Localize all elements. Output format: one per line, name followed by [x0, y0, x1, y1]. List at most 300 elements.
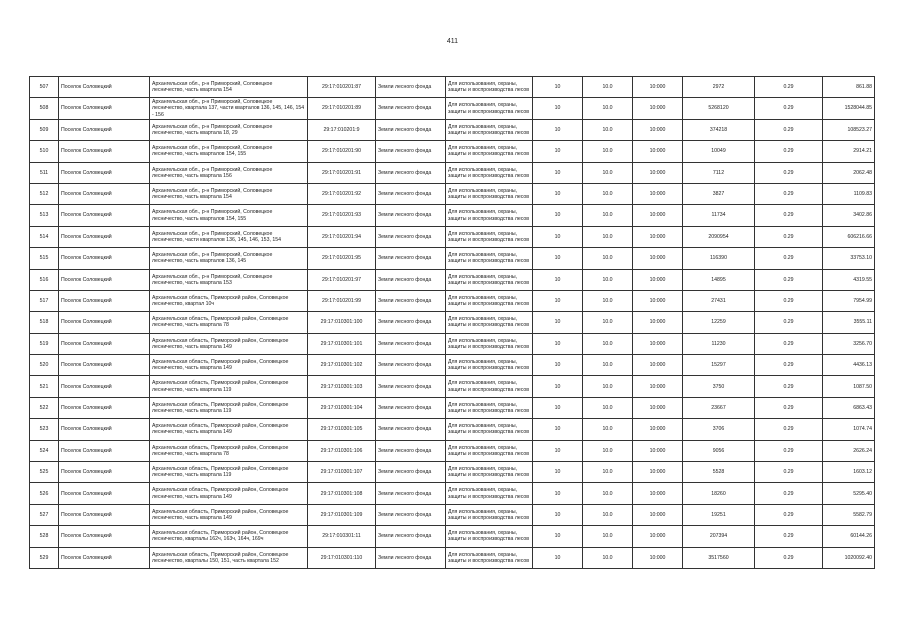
value-a-cell: 10 — [533, 376, 583, 397]
address-cell: Архангельская обл., р-н Приморский, Соловецкое лесничество, часть кварталов 154, 155 — [150, 141, 308, 162]
row-number-cell: 511 — [30, 162, 59, 183]
cadastral-number-cell: 29:17:010201:90 — [308, 141, 376, 162]
value-b-cell: 10.0 — [583, 77, 633, 98]
area-cell: 19251 — [683, 504, 755, 525]
amount-cell: 5295.40 — [823, 483, 875, 504]
value-b-cell: 10.0 — [583, 119, 633, 140]
permitted-use-cell: Для использования, охраны, защиты и воспроизводства лесов — [446, 483, 533, 504]
land-category-cell: Земли лесного фонда — [376, 98, 446, 119]
amount-cell: 6863.43 — [823, 397, 875, 418]
value-a-cell: 10 — [533, 397, 583, 418]
cadastral-number-cell: 29:17:010301:100 — [308, 312, 376, 333]
value-b-cell: 10.0 — [583, 290, 633, 311]
amount-cell: 4436.13 — [823, 355, 875, 376]
value-a-cell: 10 — [533, 162, 583, 183]
table-row — [30, 526, 875, 547]
value-c-cell: 10:000 — [633, 483, 683, 504]
permitted-use-cell: Для использования, охраны, защиты и воспроизводства лесов — [446, 162, 533, 183]
row-number-cell: 508 — [30, 98, 59, 119]
settlement-cell: Поселок Соловецкий — [59, 462, 150, 483]
row-number-cell: 509 — [30, 119, 59, 140]
area-cell: 207394 — [683, 526, 755, 547]
value-b-cell: 10.0 — [583, 547, 633, 568]
area-cell: 15297 — [683, 355, 755, 376]
amount-cell: 1020092.40 — [823, 547, 875, 568]
row-number-cell: 522 — [30, 397, 59, 418]
value-b-cell: 10.0 — [583, 462, 633, 483]
amount-cell: 2062.48 — [823, 162, 875, 183]
rate-cell: 0.29 — [755, 504, 823, 525]
value-c-cell: 10:000 — [633, 226, 683, 247]
row-number-cell: 514 — [30, 226, 59, 247]
area-cell: 374218 — [683, 119, 755, 140]
row-number-cell: 525 — [30, 462, 59, 483]
area-cell: 14895 — [683, 269, 755, 290]
area-cell: 2090954 — [683, 226, 755, 247]
cadastral-number-cell: 29:17:010301:105 — [308, 419, 376, 440]
land-category-cell: Земли лесного фонда — [376, 526, 446, 547]
rate-cell: 0.29 — [755, 526, 823, 547]
table-row — [30, 269, 875, 290]
amount-cell: 60144.26 — [823, 526, 875, 547]
settlement-cell: Поселок Соловецкий — [59, 419, 150, 440]
area-cell: 11734 — [683, 205, 755, 226]
value-b-cell: 10.0 — [583, 333, 633, 354]
row-number-cell: 520 — [30, 355, 59, 376]
address-cell: Архангельская обл., р-н Приморский, Соловецкое лесничество, квартала 137, части кварталов 136, 145, 146, 154 - 156 — [150, 98, 308, 119]
row-number-cell: 516 — [30, 269, 59, 290]
area-cell: 7112 — [683, 162, 755, 183]
area-cell: 2972 — [683, 77, 755, 98]
address-cell: Архангельская область, Приморский район, Соловецкое лесничество, часть квартала 149 — [150, 483, 308, 504]
permitted-use-cell: Для использования, охраны, защиты и воспроизводства лесов — [446, 526, 533, 547]
rate-cell: 0.29 — [755, 462, 823, 483]
address-cell: Архангельская область, Приморский район, Соловецкое лесничество, часть квартала 149 — [150, 504, 308, 525]
value-a-cell: 10 — [533, 526, 583, 547]
value-c-cell: 10:000 — [633, 526, 683, 547]
land-category-cell: Земли лесного фонда — [376, 205, 446, 226]
value-b-cell: 10.0 — [583, 397, 633, 418]
cadastral-number-cell: 29:17:010301:11 — [308, 526, 376, 547]
settlement-cell: Поселок Соловецкий — [59, 376, 150, 397]
value-b-cell: 10.0 — [583, 162, 633, 183]
table-row — [30, 333, 875, 354]
value-b-cell: 10.0 — [583, 526, 633, 547]
rate-cell: 0.29 — [755, 77, 823, 98]
amount-cell: 1528044.85 — [823, 98, 875, 119]
amount-cell: 1109.83 — [823, 183, 875, 204]
cadastral-number-cell: 29:17:010301:101 — [308, 333, 376, 354]
row-number-cell: 512 — [30, 183, 59, 204]
settlement-cell: Поселок Соловецкий — [59, 547, 150, 568]
value-c-cell: 10:000 — [633, 419, 683, 440]
value-a-cell: 10 — [533, 269, 583, 290]
value-c-cell: 10:000 — [633, 248, 683, 269]
area-cell: 27431 — [683, 290, 755, 311]
value-c-cell: 10:000 — [633, 397, 683, 418]
amount-cell: 606216.66 — [823, 226, 875, 247]
permitted-use-cell: Для использования, охраны, защиты и воспроизводства лесов — [446, 440, 533, 461]
land-category-cell: Земли лесного фонда — [376, 376, 446, 397]
address-cell: Архангельская область, Приморский район, Соловецкое лесничество, часть квартала 149 — [150, 355, 308, 376]
value-b-cell: 10.0 — [583, 504, 633, 525]
table-row — [30, 226, 875, 247]
area-cell: 5268120 — [683, 98, 755, 119]
settlement-cell: Поселок Соловецкий — [59, 77, 150, 98]
value-b-cell: 10.0 — [583, 440, 633, 461]
settlement-cell: Поселок Соловецкий — [59, 269, 150, 290]
cadastral-number-cell: 29:17:010201:87 — [308, 77, 376, 98]
settlement-cell: Поселок Соловецкий — [59, 183, 150, 204]
land-category-cell: Земли лесного фонда — [376, 183, 446, 204]
permitted-use-cell: Для использования, охраны, защиты и воспроизводства лесов — [446, 312, 533, 333]
table-row — [30, 119, 875, 140]
rate-cell: 0.29 — [755, 226, 823, 247]
settlement-cell: Поселок Соловецкий — [59, 333, 150, 354]
settlement-cell: Поселок Соловецкий — [59, 226, 150, 247]
land-category-cell: Земли лесного фонда — [376, 419, 446, 440]
row-number-cell: 510 — [30, 141, 59, 162]
value-c-cell: 10:000 — [633, 162, 683, 183]
area-cell: 3827 — [683, 183, 755, 204]
permitted-use-cell: Для использования, охраны, защиты и воспроизводства лесов — [446, 248, 533, 269]
land-category-cell: Земли лесного фонда — [376, 397, 446, 418]
address-cell: Архангельская обл., р-н Приморский, Соловецкое лесничество, часть квартала 154 — [150, 183, 308, 204]
table-row — [30, 397, 875, 418]
value-a-cell: 10 — [533, 205, 583, 226]
value-c-cell: 10:000 — [633, 355, 683, 376]
land-category-cell: Земли лесного фонда — [376, 440, 446, 461]
settlement-cell: Поселок Соловецкий — [59, 98, 150, 119]
value-c-cell: 10:000 — [633, 462, 683, 483]
value-c-cell: 10:000 — [633, 77, 683, 98]
address-cell: Архангельская область, Приморский район, Соловецкое лесничество, часть квартала 149 — [150, 333, 308, 354]
rate-cell: 0.29 — [755, 440, 823, 461]
address-cell: Архангельская область, Приморский район, Соловецкое лесничество, кварталы 162ч, 163ч, 164ч, 169ч — [150, 526, 308, 547]
table-row — [30, 248, 875, 269]
value-c-cell: 10:000 — [633, 547, 683, 568]
cadastral-number-cell: 29:17:010301:110 — [308, 547, 376, 568]
value-a-cell: 10 — [533, 504, 583, 525]
value-b-cell: 10.0 — [583, 419, 633, 440]
permitted-use-cell: Для использования, охраны, защиты и воспроизводства лесов — [446, 419, 533, 440]
address-cell: Архангельская область, Приморский район, Соловецкое лесничество, часть квартала 119 — [150, 462, 308, 483]
area-cell: 3706 — [683, 419, 755, 440]
cadastral-number-cell: 29:17:010301:106 — [308, 440, 376, 461]
address-cell: Архангельская обл., р-н Приморский, Соловецкое лесничество, часть квартала 154 — [150, 77, 308, 98]
permitted-use-cell: Для использования, охраны, защиты и воспроизводства лесов — [446, 119, 533, 140]
permitted-use-cell: Для использования, охраны, защиты и воспроизводства лесов — [446, 462, 533, 483]
permitted-use-cell: Для использования, охраны, защиты и воспроизводства лесов — [446, 98, 533, 119]
permitted-use-cell: Для использования, охраны, защиты и воспроизводства лесов — [446, 504, 533, 525]
rate-cell: 0.29 — [755, 98, 823, 119]
amount-cell: 2914.21 — [823, 141, 875, 162]
address-cell: Архангельская область, Приморский район, Соловецкое лесничество, квартал 10ч — [150, 290, 308, 311]
cadastral-number-cell: 29:17:010301:108 — [308, 483, 376, 504]
address-cell: Архангельская область, Приморский район, Соловецкое лесничество, часть квартала 119 — [150, 376, 308, 397]
value-a-cell: 10 — [533, 440, 583, 461]
land-category-cell: Земли лесного фонда — [376, 462, 446, 483]
value-a-cell: 10 — [533, 119, 583, 140]
value-c-cell: 10:000 — [633, 141, 683, 162]
row-number-cell: 517 — [30, 290, 59, 311]
value-a-cell: 10 — [533, 355, 583, 376]
row-number-cell: 515 — [30, 248, 59, 269]
value-c-cell: 10:000 — [633, 312, 683, 333]
area-cell: 5528 — [683, 462, 755, 483]
value-a-cell: 10 — [533, 462, 583, 483]
rate-cell: 0.29 — [755, 162, 823, 183]
land-category-cell: Земли лесного фонда — [376, 119, 446, 140]
table-row — [30, 419, 875, 440]
area-cell: 23667 — [683, 397, 755, 418]
rate-cell: 0.29 — [755, 547, 823, 568]
land-category-cell: Земли лесного фонда — [376, 248, 446, 269]
row-number-cell: 529 — [30, 547, 59, 568]
table-row — [30, 77, 875, 98]
value-a-cell: 10 — [533, 547, 583, 568]
cadastral-number-cell: 29:17:010301:102 — [308, 355, 376, 376]
value-b-cell: 10.0 — [583, 376, 633, 397]
register-body — [30, 77, 875, 569]
table-row — [30, 98, 875, 119]
settlement-cell: Поселок Соловецкий — [59, 248, 150, 269]
rate-cell: 0.29 — [755, 141, 823, 162]
value-c-cell: 10:000 — [633, 333, 683, 354]
value-b-cell: 10.0 — [583, 183, 633, 204]
land-category-cell: Земли лесного фонда — [376, 162, 446, 183]
rate-cell: 0.29 — [755, 355, 823, 376]
rate-cell: 0.29 — [755, 483, 823, 504]
table-row — [30, 462, 875, 483]
permitted-use-cell: Для использования, охраны, защиты и воспроизводства лесов — [446, 226, 533, 247]
rate-cell: 0.29 — [755, 290, 823, 311]
land-category-cell: Земли лесного фонда — [376, 483, 446, 504]
table-row — [30, 162, 875, 183]
value-a-cell: 10 — [533, 333, 583, 354]
value-a-cell: 10 — [533, 312, 583, 333]
value-b-cell: 10.0 — [583, 483, 633, 504]
address-cell: Архангельская обл., р-н Приморский, Соловецкое лесничество, часть квартала 156 — [150, 162, 308, 183]
address-cell: Архангельская область, Приморский район, Соловецкое лесничество, часть квартала 149 — [150, 419, 308, 440]
land-register-table — [29, 76, 875, 569]
value-a-cell: 10 — [533, 141, 583, 162]
settlement-cell: Поселок Соловецкий — [59, 141, 150, 162]
table-row — [30, 183, 875, 204]
value-b-cell: 10.0 — [583, 312, 633, 333]
address-cell: Архангельская область, Приморский район, Соловецкое лесничество, часть квартала 78 — [150, 312, 308, 333]
table-row — [30, 205, 875, 226]
cadastral-number-cell: 29:17:010201:99 — [308, 290, 376, 311]
land-category-cell: Земли лесного фонда — [376, 312, 446, 333]
value-c-cell: 10:000 — [633, 440, 683, 461]
row-number-cell: 521 — [30, 376, 59, 397]
row-number-cell: 507 — [30, 77, 59, 98]
value-b-cell: 10.0 — [583, 226, 633, 247]
address-cell: Архангельская обл., р-н Приморский, Соловецкое лесничество, части кварталов 136, 145, 146, 153, 154 — [150, 226, 308, 247]
value-b-cell: 10.0 — [583, 269, 633, 290]
land-category-cell: Земли лесного фонда — [376, 290, 446, 311]
row-number-cell: 528 — [30, 526, 59, 547]
cadastral-number-cell: 29:17:010301:107 — [308, 462, 376, 483]
value-c-cell: 10:000 — [633, 269, 683, 290]
cadastral-number-cell: 29:17:010301:104 — [308, 397, 376, 418]
amount-cell: 108523.27 — [823, 119, 875, 140]
settlement-cell: Поселок Соловецкий — [59, 162, 150, 183]
permitted-use-cell: Для использования, охраны, защиты и воспроизводства лесов — [446, 141, 533, 162]
area-cell: 18260 — [683, 483, 755, 504]
cadastral-number-cell: 29:17:010301:109 — [308, 504, 376, 525]
table-row — [30, 440, 875, 461]
area-cell: 3750 — [683, 376, 755, 397]
row-number-cell: 527 — [30, 504, 59, 525]
value-b-cell: 10.0 — [583, 355, 633, 376]
cadastral-number-cell: 29:17:010201:95 — [308, 248, 376, 269]
permitted-use-cell: Для использования, охраны, защиты и воспроизводства лесов — [446, 376, 533, 397]
amount-cell: 4319.55 — [823, 269, 875, 290]
cadastral-number-cell: 29:17:010301:103 — [308, 376, 376, 397]
cadastral-number-cell: 29:17:010201:91 — [308, 162, 376, 183]
rate-cell: 0.29 — [755, 119, 823, 140]
address-cell: Архангельская обл., р-н Приморский, Соловецкое лесничество, часть квартала 18, 29 — [150, 119, 308, 140]
rate-cell: 0.29 — [755, 183, 823, 204]
area-cell: 11230 — [683, 333, 755, 354]
value-a-cell: 10 — [533, 290, 583, 311]
permitted-use-cell: Для использования, охраны, защиты и воспроизводства лесов — [446, 183, 533, 204]
land-category-cell: Земли лесного фонда — [376, 226, 446, 247]
rate-cell: 0.29 — [755, 419, 823, 440]
value-a-cell: 10 — [533, 77, 583, 98]
settlement-cell: Поселок Соловецкий — [59, 504, 150, 525]
area-cell: 3517560 — [683, 547, 755, 568]
cadastral-number-cell: 29:17:010201:9 — [308, 119, 376, 140]
land-category-cell: Земли лесного фонда — [376, 355, 446, 376]
rate-cell: 0.29 — [755, 333, 823, 354]
area-cell: 12259 — [683, 312, 755, 333]
value-c-cell: 10:000 — [633, 98, 683, 119]
table-row — [30, 355, 875, 376]
value-b-cell: 10.0 — [583, 141, 633, 162]
settlement-cell: Поселок Соловецкий — [59, 290, 150, 311]
value-a-cell: 10 — [533, 183, 583, 204]
amount-cell: 5582.79 — [823, 504, 875, 525]
amount-cell: 3256.70 — [823, 333, 875, 354]
amount-cell: 3555.11 — [823, 312, 875, 333]
value-a-cell: 10 — [533, 248, 583, 269]
area-cell: 10049 — [683, 141, 755, 162]
address-cell: Архангельская область, Приморский район, Соловецкое лесничество, кварталы 150, 151, часть квартала 152 — [150, 547, 308, 568]
cadastral-number-cell: 29:17:010201:93 — [308, 205, 376, 226]
land-category-cell: Земли лесного фонда — [376, 269, 446, 290]
table-row — [30, 504, 875, 525]
area-cell: 9056 — [683, 440, 755, 461]
permitted-use-cell: Для использования, охраны, защиты и воспроизводства лесов — [446, 77, 533, 98]
settlement-cell: Поселок Соловецкий — [59, 205, 150, 226]
settlement-cell: Поселок Соловецкий — [59, 526, 150, 547]
amount-cell: 33753.10 — [823, 248, 875, 269]
value-a-cell: 10 — [533, 98, 583, 119]
row-number-cell: 513 — [30, 205, 59, 226]
row-number-cell: 519 — [30, 333, 59, 354]
address-cell: Архангельская область, Приморский район, Соловецкое лесничество, часть квартала 78 — [150, 440, 308, 461]
cadastral-number-cell: 29:17:010201:97 — [308, 269, 376, 290]
settlement-cell: Поселок Соловецкий — [59, 355, 150, 376]
value-a-cell: 10 — [533, 483, 583, 504]
settlement-cell: Поселок Соловецкий — [59, 440, 150, 461]
value-a-cell: 10 — [533, 226, 583, 247]
permitted-use-cell: Для использования, охраны, защиты и воспроизводства лесов — [446, 290, 533, 311]
land-category-cell: Земли лесного фонда — [376, 141, 446, 162]
value-c-cell: 10:000 — [633, 376, 683, 397]
table-row — [30, 483, 875, 504]
rate-cell: 0.29 — [755, 269, 823, 290]
cadastral-number-cell: 29:17:010201:92 — [308, 183, 376, 204]
amount-cell: 3402.86 — [823, 205, 875, 226]
rate-cell: 0.29 — [755, 312, 823, 333]
settlement-cell: Поселок Соловецкий — [59, 397, 150, 418]
table-row — [30, 312, 875, 333]
table-row — [30, 290, 875, 311]
value-c-cell: 10:000 — [633, 119, 683, 140]
permitted-use-cell: Для использования, охраны, защиты и воспроизводства лесов — [446, 547, 533, 568]
land-category-cell: Земли лесного фонда — [376, 77, 446, 98]
amount-cell: 1074.74 — [823, 419, 875, 440]
land-category-cell: Земли лесного фонда — [376, 547, 446, 568]
land-category-cell: Земли лесного фонда — [376, 333, 446, 354]
rate-cell: 0.29 — [755, 205, 823, 226]
land-category-cell: Земли лесного фонда — [376, 504, 446, 525]
amount-cell: 1603.12 — [823, 462, 875, 483]
value-b-cell: 10.0 — [583, 248, 633, 269]
settlement-cell: Поселок Соловецкий — [59, 483, 150, 504]
address-cell: Архангельская обл., р-н Приморский, Соловецкое лесничество, часть квартала 153 — [150, 269, 308, 290]
amount-cell: 2626.24 — [823, 440, 875, 461]
permitted-use-cell: Для использования, охраны, защиты и воспроизводства лесов — [446, 397, 533, 418]
value-c-cell: 10:000 — [633, 183, 683, 204]
address-cell: Архангельская область, Приморский район, Соловецкое лесничество, часть квартала 119 — [150, 397, 308, 418]
settlement-cell: Поселок Соловецкий — [59, 312, 150, 333]
permitted-use-cell: Для использования, охраны, защиты и воспроизводства лесов — [446, 205, 533, 226]
permitted-use-cell: Для использования, охраны, защиты и воспроизводства лесов — [446, 355, 533, 376]
value-b-cell: 10.0 — [583, 205, 633, 226]
address-cell: Архангельская обл., р-н Приморский, Соловецкое лесничество, часть кварталов 154, 155 — [150, 205, 308, 226]
table-row — [30, 547, 875, 568]
table-row — [30, 141, 875, 162]
amount-cell: 1087.50 — [823, 376, 875, 397]
settlement-cell: Поселок Соловецкий — [59, 119, 150, 140]
row-number-cell: 524 — [30, 440, 59, 461]
cadastral-number-cell: 29:17:010201:94 — [308, 226, 376, 247]
permitted-use-cell: Для использования, охраны, защиты и воспроизводства лесов — [446, 333, 533, 354]
row-number-cell: 526 — [30, 483, 59, 504]
table-row — [30, 376, 875, 397]
cadastral-number-cell: 29:17:010201:89 — [308, 98, 376, 119]
amount-cell: 7954.99 — [823, 290, 875, 311]
value-c-cell: 10:000 — [633, 290, 683, 311]
rate-cell: 0.29 — [755, 248, 823, 269]
area-cell: 116390 — [683, 248, 755, 269]
value-a-cell: 10 — [533, 419, 583, 440]
value-c-cell: 10:000 — [633, 205, 683, 226]
row-number-cell: 523 — [30, 419, 59, 440]
row-number-cell: 518 — [30, 312, 59, 333]
value-b-cell: 10.0 — [583, 98, 633, 119]
rate-cell: 0.29 — [755, 397, 823, 418]
value-c-cell: 10:000 — [633, 504, 683, 525]
page-number: 411 — [446, 38, 459, 45]
permitted-use-cell: Для использования, охраны, защиты и воспроизводства лесов — [446, 269, 533, 290]
rate-cell: 0.29 — [755, 376, 823, 397]
